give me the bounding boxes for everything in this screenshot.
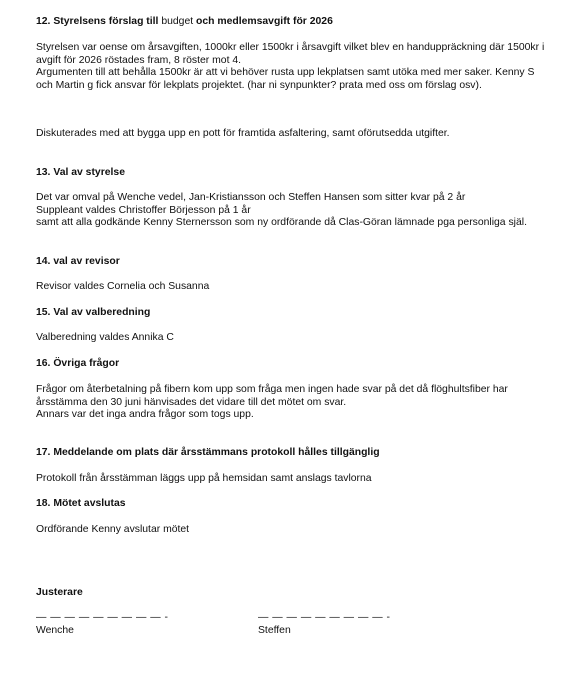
section-12-heading (36, 16, 548, 29)
signature-name-left: Wenche (36, 624, 74, 636)
section-16-body: Frågor om återbetalning på fibern kom upp som fråga men ingen hade svar på det då flöghultsfiber har årsstämma den 30 juni hänvisades det vidare till det mötet om svar. Annars var det inga andra frågor som togs upp. (36, 384, 508, 421)
section-14-heading: 14. val av revisor (36, 256, 120, 267)
section-15-heading: 15. Val av valberedning (36, 307, 151, 318)
section-17-heading: 17. Meddelande om plats där årsstämmans protokoll hålles tillgänglig (36, 447, 380, 458)
section-12-paragraph-1: Styrelsen var oense om årsavgiften, 1000kr eller 1500kr i årsavgift vilket blev en handuppräckning där 1500kr i avgift för 2026 röstades fram, 8 röster mot 4. Argumenten till att behålla 1500kr är att vi behöver rusta upp lekplatsen samt utöka med mer saker. Kenny S och Martin g fick ansvar för lekplats projektet. (har ni synpunkter? prata med oss om förslag osv). (36, 42, 545, 91)
section-14-body: Revisor valdes Cornelia och Susanna (36, 281, 210, 292)
signature-line-left: — — — — — — — — — - (36, 612, 169, 623)
section-18-body: Ordförande Kenny avslutar mötet (36, 524, 190, 535)
section-12-paragraph-2: Diskuterades med att bygga upp en pott för framtida asfaltering, samt oförutsedda utgifter. (36, 128, 450, 139)
section-12-heading-part3: och medlemsavgift för 2026 (193, 16, 333, 27)
section-13-heading: 13. Val av styrelse (36, 167, 125, 178)
section-13-body: Det var omval på Wenche vedel, Jan-Kristiansson och Steffen Hansen som sitter kvar på 2 år Suppleant valdes Christoffer Börjesson på 1 år samt att alla godkände Kenny Sternersson som ny ordförande då Clas-Göran lämnade pga personliga själ. (36, 192, 527, 229)
section-12-heading-part1: 12. Styrelsens förslag till (36, 16, 162, 27)
signature-line-right: — — — — — — — — — - (258, 612, 391, 623)
section-15-body: Valberedning valdes Annika C (36, 332, 174, 343)
section-17-body: Protokoll från årsstämman läggs upp på hemsidan samt anslags tavlorna (36, 473, 372, 484)
signatures-heading: Justerare (36, 587, 83, 598)
section-12-heading-part2: budget (161, 16, 194, 27)
section-16-heading: 16. Övriga frågor (36, 358, 120, 369)
section-18-heading: 18. Mötet avslutas (36, 498, 126, 509)
signature-block-right (258, 612, 458, 637)
signature-name-right: Steffen (258, 624, 291, 636)
signature-block-left (36, 612, 236, 637)
